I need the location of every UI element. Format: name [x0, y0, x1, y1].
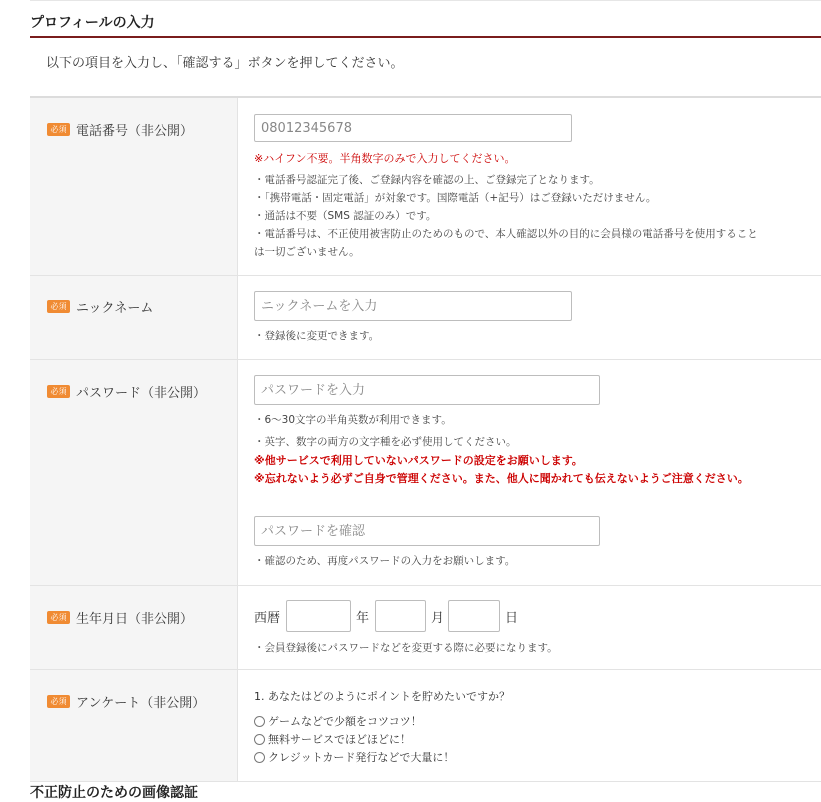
phone-note: ・電話番号認証完了後、ご登録内容を確認の上、ご登録完了となります。	[254, 174, 600, 186]
survey-option[interactable]	[254, 713, 422, 729]
era-label: 西暦	[254, 611, 281, 626]
password-note: ・6～30文字の半角英数が利用できます。	[254, 414, 452, 426]
required-badge: 必須	[47, 695, 70, 708]
birth-year-input[interactable]	[286, 600, 351, 632]
radio-icon[interactable]	[254, 734, 265, 745]
password-warning: ※他サービスで利用していないパスワードの設定をお願いします。	[254, 454, 583, 467]
password-confirm-input[interactable]	[254, 516, 600, 546]
phone-input[interactable]	[254, 114, 572, 142]
survey-row	[30, 670, 821, 782]
required-badge: 必須	[47, 611, 70, 624]
phone-note: ・通話は不要（SMS 認証のみ）です。	[254, 210, 437, 222]
top-divider	[30, 0, 821, 5]
section-title: プロフィールの入力	[30, 15, 155, 31]
phone-warning: ※ハイフン不要。半角数字のみで入力してください。	[254, 152, 516, 165]
phone-note: は一切ございません。	[254, 246, 360, 258]
phone-label-cell	[30, 98, 238, 275]
birthday-label-cell	[30, 586, 238, 669]
birthday-note: ・会員登録後にパスワードなどを変更する際に必要になります。	[254, 642, 558, 654]
survey-option-label: ゲームなどで少額をコツコツ！	[268, 715, 422, 728]
survey-label: アンケート（非公開）	[76, 696, 206, 711]
profile-form-table	[30, 96, 821, 780]
survey-option[interactable]	[254, 749, 454, 765]
year-label: 年	[356, 611, 370, 626]
birthday-label: 生年月日（非公開）	[76, 612, 194, 627]
nickname-note: ・登録後に変更できます。	[254, 330, 380, 342]
month-label: 月	[431, 611, 445, 626]
day-label: 日	[505, 611, 519, 626]
required-badge: 必須	[47, 123, 70, 136]
password-label: パスワード（非公開）	[76, 386, 207, 401]
password-row	[30, 360, 821, 586]
phone-note: ・電話番号は、不正使用被害防止のためのもので、本人確認以外の目的に会員様の電話番号を使用すること	[254, 228, 758, 240]
intro-text: 以下の項目を入力し、「確認する」ボタンを押してください。	[46, 56, 404, 71]
birthday-row	[30, 586, 821, 670]
password-input[interactable]	[254, 375, 600, 405]
password-warning: ※忘れないよう必ずご自身で管理ください。また、他人に聞かれても伝えないようご注意ください。	[254, 472, 749, 485]
nickname-input[interactable]	[254, 291, 572, 321]
phone-note: ・「携帯電話・固定電話」が対象です。国際電話（+記号）はご登録いただけません。	[254, 192, 657, 204]
radio-icon[interactable]	[254, 752, 265, 763]
survey-option-label: 無料サービスでほどほどに！	[268, 733, 411, 746]
birth-day-input[interactable]	[448, 600, 500, 632]
nickname-row	[30, 276, 821, 360]
survey-option-label: クレジットカード発行などで大量に！	[268, 751, 455, 764]
captcha-section-title: 不正防止のための画像認証	[30, 785, 198, 801]
phone-row	[30, 98, 821, 276]
survey-label-cell	[30, 670, 238, 781]
nickname-label-cell	[30, 276, 238, 359]
birth-month-input[interactable]	[375, 600, 426, 632]
required-badge: 必須	[47, 300, 70, 313]
phone-label: 電話番号（非公開）	[76, 124, 194, 139]
radio-icon[interactable]	[254, 716, 265, 727]
password-label-cell	[30, 360, 238, 585]
required-badge: 必須	[47, 385, 70, 398]
survey-question: 1. あなたはどのようにポイントを貯めたいですか？	[254, 690, 510, 703]
password-note: ・英字、数字の両方の文字種を必ず使用してください。	[254, 436, 517, 448]
section-title-rule	[30, 36, 821, 38]
survey-option[interactable]	[254, 731, 411, 747]
password-confirm-note: ・確認のため、再度パスワードの入力をお願いします。	[254, 555, 516, 567]
nickname-label: ニックネーム	[76, 301, 154, 316]
